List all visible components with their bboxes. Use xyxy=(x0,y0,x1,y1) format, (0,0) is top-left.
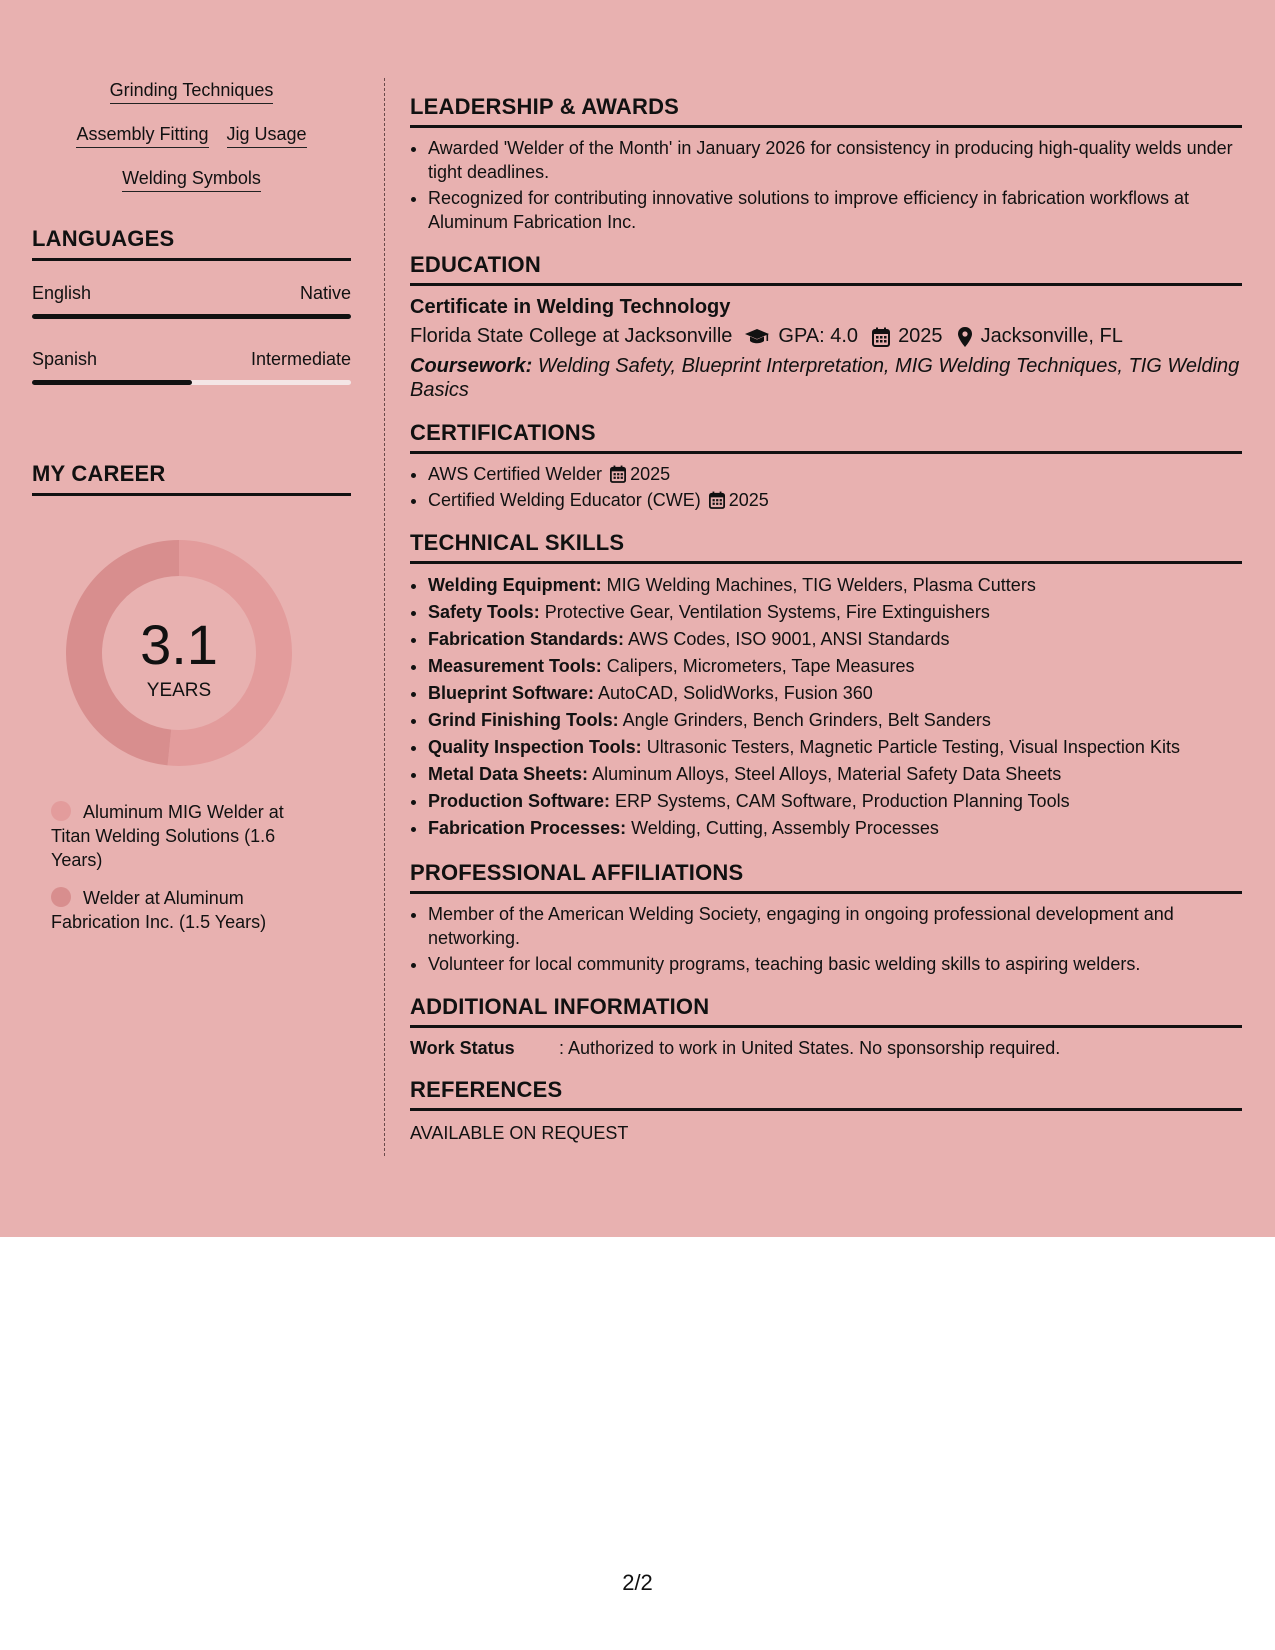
skill-value: AutoCAD, SolidWorks, Fusion 360 xyxy=(598,683,873,703)
skill-label: Quality Inspection Tools: xyxy=(428,737,642,757)
leadership-list xyxy=(410,136,1242,234)
education-heading: EDUCATION xyxy=(410,252,1242,286)
tag-row xyxy=(32,80,351,104)
affiliations-heading: PROFESSIONAL AFFILIATIONS xyxy=(410,860,1242,894)
left-column xyxy=(32,80,351,948)
references-section xyxy=(410,1077,1242,1144)
career-total-value: 3.1 xyxy=(140,613,218,676)
leadership-section xyxy=(410,94,1242,234)
career-donut-chart xyxy=(66,540,292,766)
certification-year: 2025 xyxy=(630,464,671,484)
skill-label: Fabrication Processes: xyxy=(428,818,627,838)
gpa: GPA: 4.0 xyxy=(778,325,859,347)
affiliation-item: • Member of the American Welding Society, engaging in ongoing professional development and networking. xyxy=(428,902,1242,950)
skill-tag: Assembly Fitting xyxy=(76,124,208,148)
language-row xyxy=(32,283,351,304)
coursework-label: Coursework: xyxy=(410,355,533,377)
certifications-section xyxy=(410,420,1242,512)
leadership-heading: LEADERSHIP & AWARDS xyxy=(410,94,1242,128)
skill-item xyxy=(428,572,1242,599)
legend-dot-icon xyxy=(51,887,71,907)
language-name: Spanish xyxy=(32,349,98,369)
coursework xyxy=(410,354,1242,402)
education-section xyxy=(410,252,1242,402)
skills-list xyxy=(410,572,1242,842)
leadership-item: • Awarded 'Welder of the Month' in January 2026 for consistency in producing high-quality welds under tight deadlines. xyxy=(428,136,1242,184)
skill-item xyxy=(428,626,1242,653)
skill-value: Angle Grinders, Bench Grinders, Belt Sanders xyxy=(622,710,991,730)
certification-year: 2025 xyxy=(728,490,769,510)
career-legend-item xyxy=(51,800,321,872)
affiliations-list xyxy=(410,902,1242,976)
language-level: Intermediate xyxy=(250,349,351,369)
graduation-cap-icon xyxy=(744,327,770,347)
language-bar-fill xyxy=(32,314,351,319)
career-total-unit: YEARS xyxy=(146,680,212,701)
skill-label: Welding Equipment: xyxy=(428,575,602,595)
language-item xyxy=(32,349,351,385)
certification-item xyxy=(428,488,1242,512)
skill-value: ERP Systems, CAM Software, Production Planning Tools xyxy=(615,791,1070,811)
languages-section xyxy=(32,226,351,385)
language-item xyxy=(32,283,351,319)
skill-item xyxy=(428,815,1242,842)
certifications-heading: CERTIFICATIONS xyxy=(410,420,1242,454)
skill-value: Welding, Cutting, Assembly Processes xyxy=(631,818,939,838)
skill-value: Ultrasonic Testers, Magnetic Particle Testing, Visual Inspection Kits xyxy=(646,737,1180,757)
skill-tag: Grinding Techniques xyxy=(110,80,274,104)
work-status-row xyxy=(410,1038,1242,1059)
tag-row xyxy=(32,124,351,148)
work-status-label: Work Status xyxy=(410,1038,515,1058)
page-number: 2/2 xyxy=(622,1570,653,1595)
skills-section xyxy=(410,530,1242,842)
skill-label: Fabrication Standards: xyxy=(428,629,625,649)
tag-row xyxy=(32,168,351,192)
education-details xyxy=(410,325,1242,348)
career-section xyxy=(32,461,351,934)
affiliations-section xyxy=(410,860,1242,976)
work-status-value: : Authorized to work in United States. No sponsorship required. xyxy=(559,1038,1061,1058)
language-list xyxy=(32,283,351,385)
career-legend-item xyxy=(51,886,321,934)
skill-tag: Jig Usage xyxy=(227,124,307,148)
additional-section xyxy=(410,994,1242,1059)
skill-value: MIG Welding Machines, TIG Welders, Plasma Cutters xyxy=(606,575,1036,595)
calendar-icon xyxy=(709,491,725,509)
skill-label: Production Software: xyxy=(428,791,611,811)
leadership-item: • Recognized for contributing innovative solutions to improve efficiency in fabrication workflows at Aluminum Fabrication Inc. xyxy=(428,186,1242,234)
skill-item xyxy=(428,653,1242,680)
skills-heading: TECHNICAL SKILLS xyxy=(410,530,1242,564)
degree-title: Certificate in Welding Technology xyxy=(410,296,731,318)
right-column xyxy=(410,94,1242,1162)
affiliation-item: • Volunteer for local community programs, teaching basic welding skills to aspiring welders. xyxy=(428,952,1242,976)
skill-label: Measurement Tools: xyxy=(428,656,602,676)
skill-value: Protective Gear, Ventilation Systems, Fire Extinguishers xyxy=(544,602,990,622)
skill-label: Blueprint Software: xyxy=(428,683,595,703)
donut-center xyxy=(66,540,292,766)
column-divider xyxy=(384,78,385,1156)
skill-item xyxy=(428,680,1242,707)
skill-item xyxy=(428,599,1242,626)
language-name: English xyxy=(32,283,92,303)
skill-value: Aluminum Alloys, Steel Alloys, Material Safety Data Sheets xyxy=(592,764,1062,784)
legend-dot-icon xyxy=(51,801,71,821)
language-bar xyxy=(32,314,351,319)
languages-heading: LANGUAGES xyxy=(32,226,351,261)
language-bar xyxy=(32,380,351,385)
certification-list xyxy=(410,462,1242,512)
skill-item xyxy=(428,707,1242,734)
school-name: Florida State College at Jacksonville xyxy=(410,325,733,347)
location-pin-icon xyxy=(957,326,973,348)
skill-tag: Welding Symbols xyxy=(122,168,261,192)
references-heading: REFERENCES xyxy=(410,1077,1242,1111)
skill-item xyxy=(428,734,1242,761)
career-label: Welder at Aluminum Fabrication Inc. (1.5 Years) xyxy=(51,888,267,932)
calendar-icon xyxy=(610,465,626,483)
skill-label: Grind Finishing Tools: xyxy=(428,710,619,730)
skill-value: Calipers, Micrometers, Tape Measures xyxy=(606,656,915,676)
skill-label: Metal Data Sheets: xyxy=(428,764,589,784)
certification-name: AWS Certified Welder xyxy=(428,464,603,484)
certification-item xyxy=(428,462,1242,486)
language-row xyxy=(32,349,351,370)
school-location: Jacksonville, FL xyxy=(980,325,1123,347)
skill-label: Safety Tools: xyxy=(428,602,540,622)
calendar-icon xyxy=(872,327,890,347)
language-bar-fill xyxy=(32,380,192,385)
career-label: Aluminum MIG Welder at Titan Welding Solutions (1.6 Years) xyxy=(51,802,284,870)
skill-tags xyxy=(32,80,351,192)
career-heading: MY CAREER xyxy=(32,461,351,496)
skill-item xyxy=(428,761,1242,788)
additional-heading: ADDITIONAL INFORMATION xyxy=(410,994,1242,1028)
graduation-year: 2025 xyxy=(898,325,943,347)
language-level: Native xyxy=(299,283,351,303)
skill-item xyxy=(428,788,1242,815)
coursework-list: Welding Safety, Blueprint Interpretation, MIG Welding Techniques, TIG Welding Basics xyxy=(410,355,1240,401)
certification-name: Certified Welding Educator (CWE) xyxy=(428,490,701,510)
career-legend xyxy=(51,800,321,934)
references-text: AVAILABLE ON REQUEST xyxy=(410,1123,629,1143)
skill-value: AWS Codes, ISO 9001, ANSI Standards xyxy=(628,629,950,649)
